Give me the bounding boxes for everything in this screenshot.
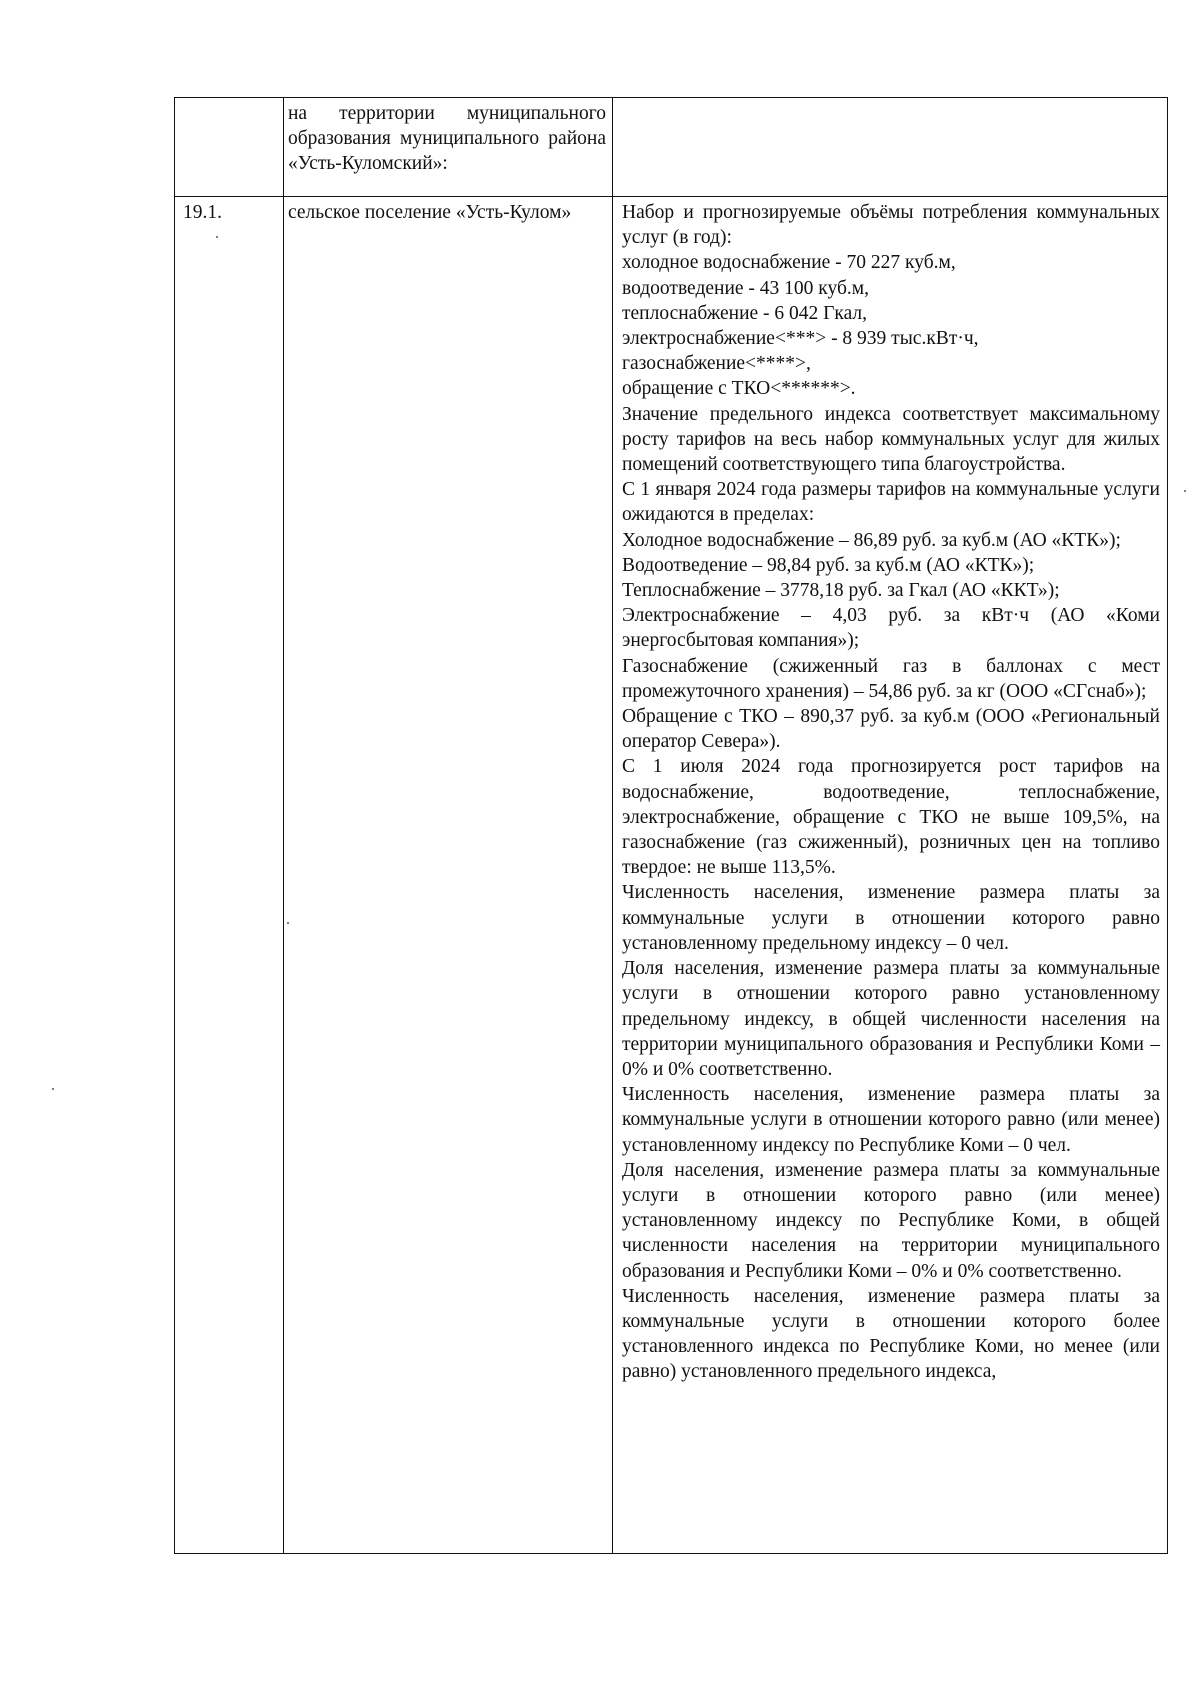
tariff-line: Холодное водоснабжение – 86,89 руб. за куб.м (АО «КТК»); — [622, 529, 1121, 551]
scan-speck — [1184, 490, 1186, 492]
volume-line: холодное водоснабжение - 70 227 куб.м, — [622, 252, 956, 274]
row-number-cell — [175, 197, 284, 1554]
tariff-line: Теплоснабжение – 3778,18 руб. за Гкал (АО «ККТ»); — [622, 580, 1060, 602]
territory-text: сельское поселение «Усть-Кулом» — [288, 202, 572, 223]
volume-line: теплоснабжение - 6 042 Гкал, — [622, 302, 868, 324]
territory-cell — [284, 197, 613, 1554]
stat-paragraph: Доля населения, изменение размера платы за коммунальные услуги в отношении которого равно (или менее) установленному индексу по Республике Коми, в общей численности населения на территории муниципального образования и Республики Коми – 0% и 0% соответственно. — [622, 1159, 1160, 1282]
tariffs-intro: С 1 января 2024 года размеры тарифов на коммунальные услуги ожидаются в пределах: — [622, 479, 1160, 526]
row-number: 19.1. — [183, 202, 222, 223]
territory-text: на территории муниципального образования муниципального района «Усть-Куломский»: — [288, 103, 606, 175]
table-row — [175, 197, 1168, 1554]
volume-line: газоснабжение<****>, — [622, 353, 811, 375]
july-forecast: С 1 июля 2024 года прогнозируется рост тарифов на водоснабжение, водоотведение, теплоснабжение, электроснабжение, обращение с ТКО не выше 109,5%, на газоснабжение (газ сжиженный), розничных цен на топливо твердое: не выше 113,5%. — [622, 756, 1160, 879]
tariff-line: Газоснабжение (сжиженный газ в баллонах с мест промежуточного хранения) – 54,86 руб. за кг (ООО «СГснаб»); — [622, 655, 1160, 702]
scan-speck — [216, 236, 218, 238]
tariff-line: Электроснабжение – 4,03 руб. за кВт·ч (АО «Коми энергосбытовая компания»); — [622, 605, 1160, 652]
stat-paragraph: Численность населения, изменение размера платы за коммунальные услуги в отношении которого равно (или менее) установленному индексу по Республике Коми – 0 чел. — [622, 1084, 1160, 1156]
stat-paragraph: Доля населения, изменение размера платы за коммунальные услуги в отношении которого равно установленному предельному индексу, в общей численности населения на территории муниципального образования и Республики Коми – 0% и 0% соответственно. — [622, 958, 1160, 1080]
stat-paragraph: Численность населения, изменение размера платы за коммунальные услуги в отношении которого равно установленному предельному индексу – 0 чел. — [622, 882, 1160, 954]
table-row — [175, 98, 1168, 197]
tariff-line: Водоотведение – 98,84 руб. за куб.м (АО «КТК»); — [622, 554, 1035, 576]
index-note: Значение предельного индекса соответствует максимальному росту тарифов на весь набор коммунальных услуг для жилых помещений соответствующего типа благоустройства. — [622, 403, 1160, 476]
row-number-cell — [175, 98, 284, 197]
volume-line: обращение с ТКО<******>. — [622, 378, 856, 400]
scan-speck — [52, 1088, 54, 1090]
description-cell — [613, 98, 1168, 197]
consumption-intro: Набор и прогнозируемые объёмы потребления коммунальных услуг (в год): — [622, 202, 1160, 249]
territory-cell — [284, 98, 613, 197]
stat-paragraph: Численность населения, изменение размера платы за коммунальные услуги в отношении которого более установленного индекса по Республике Коми, но менее (или равно) установленного предельного индекса, — [622, 1285, 1160, 1383]
description-cell — [613, 197, 1168, 1554]
scan-speck — [287, 922, 289, 924]
volume-line: водоотведение - 43 100 куб.м, — [622, 277, 869, 299]
tariff-line: Обращение с ТКО – 890,37 руб. за куб.м (ООО «Региональный оператор Севера»). — [622, 706, 1160, 753]
volume-line: электроснабжение<***> - 8 939 тыс.кВт·ч, — [622, 328, 979, 350]
tariff-table — [174, 97, 1168, 1554]
